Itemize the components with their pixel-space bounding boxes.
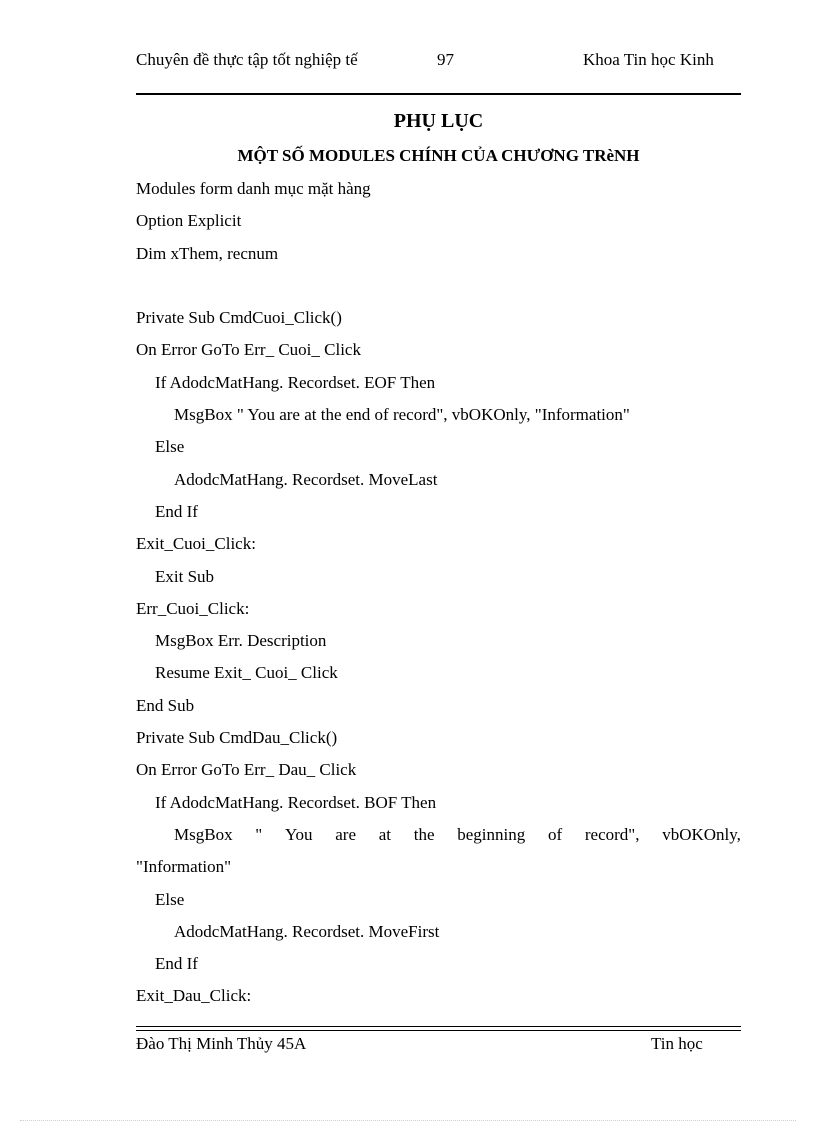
header-divider (136, 93, 741, 95)
code-line: AdodcMatHang. Recordset. MoveFirst (174, 921, 440, 941)
code-line: Else (155, 437, 185, 457)
code-word: You (284, 824, 313, 844)
code-line: Option Explicit (136, 211, 242, 231)
code-line: If AdodcMatHang. Recordset. BOF Then (155, 792, 437, 812)
code-listing (136, 178, 741, 1018)
code-line: Modules form danh mục mặt hàng (136, 179, 371, 198)
code-line: End If (155, 954, 198, 974)
code-word: beginning (457, 824, 526, 844)
code-line: MsgBox " You are at the end of record", vbOKOnly, "Information" (174, 405, 630, 425)
page-bottom-edge (20, 1120, 796, 1121)
footer-divider (136, 1026, 741, 1027)
code-line: Private Sub CmdDau_Click() (136, 728, 338, 748)
code-word: at (378, 824, 392, 844)
code-word: are (335, 824, 357, 844)
code-word: vbOKOnly, (662, 824, 741, 844)
code-line: Exit Sub (155, 566, 215, 586)
code-line: MsgBox Err. Description (155, 631, 327, 651)
code-line: Dim xThem, recnum (136, 243, 279, 263)
code-line: Resume Exit_ Cuoi_ Click (155, 663, 338, 683)
code-line: Err_Cuoi_Click: (136, 598, 250, 618)
code-line: "Information" (136, 857, 232, 877)
code-line: Private Sub CmdCuoi_Click() (136, 308, 342, 328)
code-word: " (255, 824, 263, 844)
code-line: End Sub (136, 695, 195, 715)
appendix-subtitle: MỘT SỐ MODULES CHÍNH CỦA CHƯƠNG TRèNH (237, 146, 640, 165)
code-line: Exit_Dau_Click: (136, 986, 252, 1006)
code-line: AdodcMatHang. Recordset. MoveLast (174, 469, 438, 489)
code-line: On Error GoTo Err_ Dau_ Click (136, 760, 357, 780)
page-number: 97 (437, 50, 454, 69)
code-line: Else (155, 889, 185, 909)
code-line-justified (136, 824, 741, 856)
footer-author: Đào Thị Minh Thủy 45A (136, 1034, 307, 1053)
code-line: If AdodcMatHang. Recordset. EOF Then (155, 372, 436, 392)
code-line: On Error GoTo Err_ Cuoi_ Click (136, 340, 361, 360)
code-word: record", (584, 824, 640, 844)
header-right-text: Khoa Tin học Kinh (583, 50, 714, 69)
code-word: of (547, 824, 563, 844)
code-line: Exit_Cuoi_Click: (136, 534, 256, 554)
code-word: MsgBox (174, 824, 233, 844)
footer-class: Tin học (651, 1034, 703, 1053)
code-word: the (413, 824, 435, 844)
code-line-blank (136, 275, 741, 307)
code-line: End If (155, 501, 198, 521)
footer-divider (136, 1030, 741, 1031)
header-left-text: Chuyên đề thực tập tốt nghiệp tế (136, 50, 358, 69)
appendix-title: PHỤ LỤC (393, 110, 484, 132)
